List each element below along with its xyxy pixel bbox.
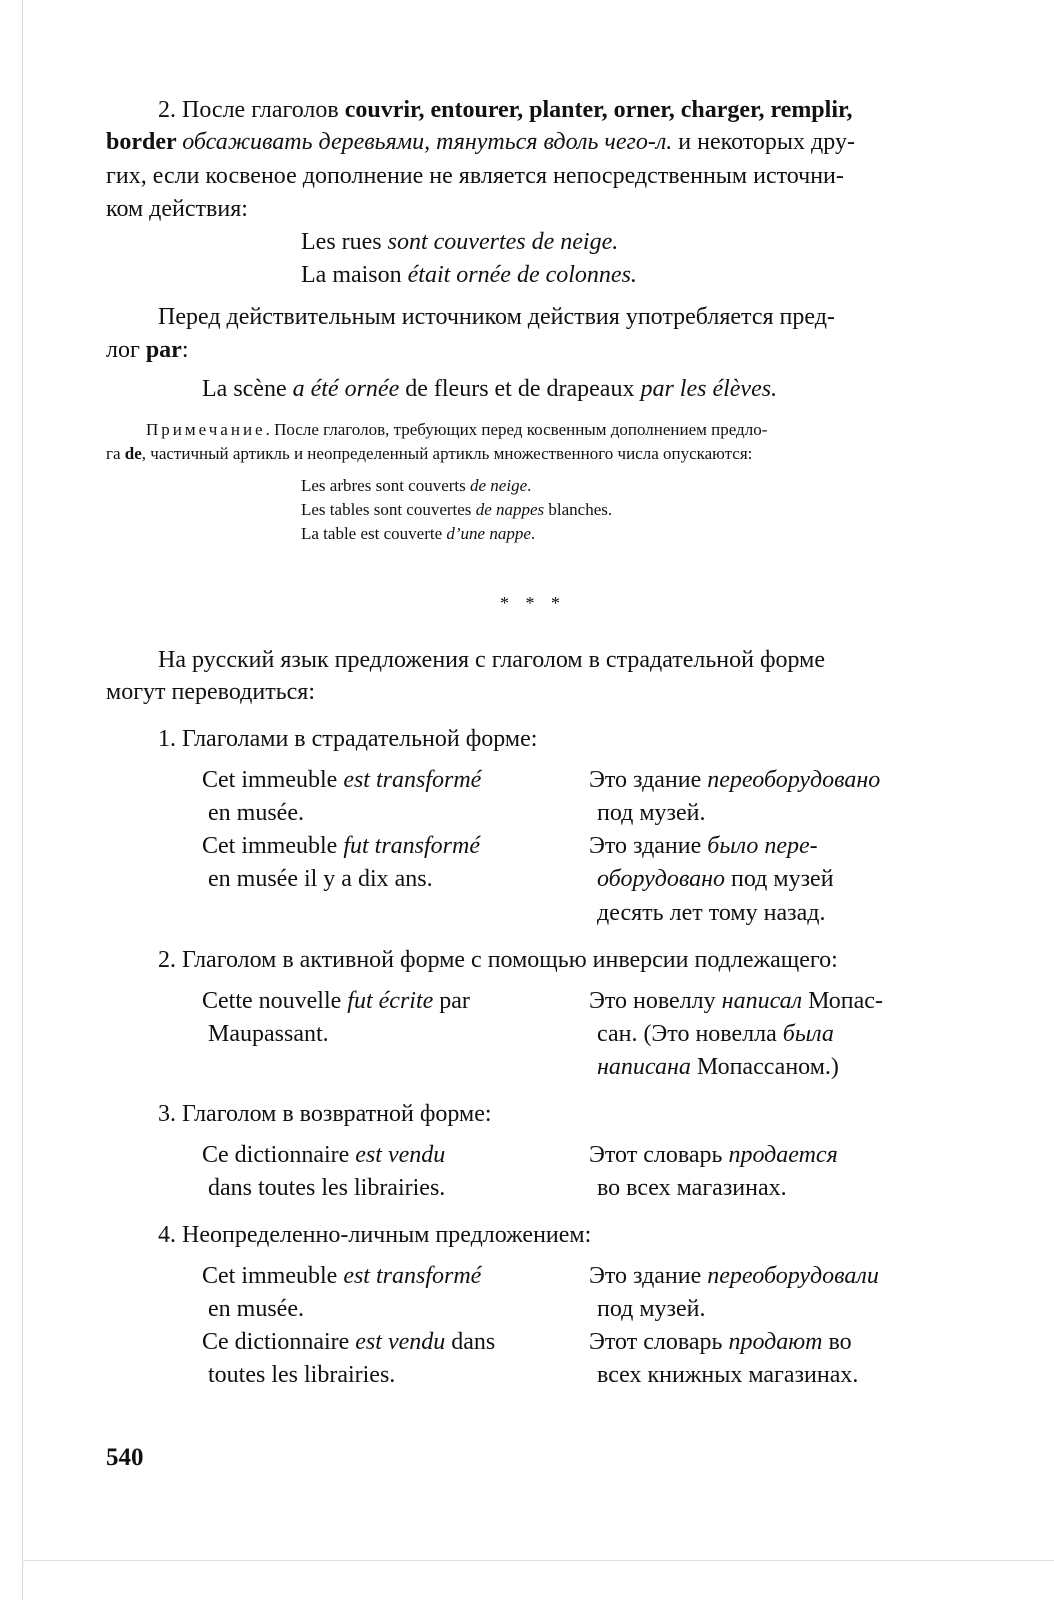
page-number: 540 xyxy=(106,1444,144,1471)
note-example: Les tables sont couvertes de nappes blanches. xyxy=(301,500,613,519)
method-2-heading: 2. Глаголом в активной форме с помощью инверсии подлежащего: xyxy=(158,947,838,973)
ru-translation: Этот словарь продается xyxy=(589,1142,838,1168)
fr-example: en musée. xyxy=(208,800,304,826)
fr-example: Ce dictionnaire est vendu xyxy=(202,1142,446,1168)
example-line: La maison était ornée de colonnes. xyxy=(301,262,637,288)
ru-translation: Это здание было пере- xyxy=(589,833,818,859)
ru-translation: Это новеллу написал Мопас- xyxy=(589,988,883,1014)
fr-example: en musée. xyxy=(208,1296,304,1322)
sec2-line-4: ком действия: xyxy=(106,196,248,222)
sec2-line-2: border обсаживать деревьями, тянуться вдоль чего-л. и некоторых дру- xyxy=(106,129,855,155)
fr-example: Cette nouvelle fut écrite par xyxy=(202,988,470,1014)
ru-translation: Это здание переоборудовано xyxy=(589,767,881,793)
example-line: Les rues sont couvertes de neige. xyxy=(301,229,619,255)
example-line: La scène a été ornée de fleurs et de drapeaux par les élèves. xyxy=(202,376,778,402)
ru-translation: под музей. xyxy=(597,1296,706,1322)
fr-example: en musée il y a dix ans. xyxy=(208,866,433,892)
ru-translation: всех книжных магазинах. xyxy=(597,1362,859,1388)
note-line-2: га de, частичный артикль и неопределенный артикль множественного числа опускаются: xyxy=(106,444,753,463)
ru-translation: Этот словарь продают во xyxy=(589,1329,852,1355)
ru-translation: во всех магазинах. xyxy=(597,1175,787,1201)
ru-translation: сан. (Это новелла была xyxy=(597,1021,834,1047)
fr-example: Ce dictionnaire est vendu dans xyxy=(202,1329,496,1355)
note-line-1: Примечание. После глаголов, требующих перед косвенным дополнением предло- xyxy=(146,420,768,439)
fr-example: Cet immeuble fut transformé xyxy=(202,833,480,859)
ru-translation: Это здание переоборудовали xyxy=(589,1263,879,1289)
note-example: Les arbres sont couverts de neige. xyxy=(301,476,532,495)
ru-translation: оборудовано под музей xyxy=(597,866,834,892)
note-example: La table est couverte d’une nappe. xyxy=(301,524,536,543)
note-label: Примечание xyxy=(146,420,266,439)
ru-translation: написана Мопассаном.) xyxy=(597,1054,839,1080)
fr-example: Cet immeuble est transformé xyxy=(202,1263,482,1289)
scan-edge xyxy=(22,1560,1054,1561)
fr-example: Cet immeuble est transformé xyxy=(202,767,482,793)
section-divider: * * * xyxy=(500,593,566,613)
method-4-heading: 4. Неопределенно-личным предложением: xyxy=(158,1222,592,1248)
agent-line-1: Перед действительным источником действия употребляется пред- xyxy=(158,304,835,330)
method-1-heading: 1. Глаголами в страдательной форме: xyxy=(158,726,538,752)
intro-line-1: На русский язык предложения с глаголом в страдательной форме xyxy=(158,647,826,673)
fr-example: Maupassant. xyxy=(208,1021,329,1047)
agent-line-2: лог par: xyxy=(106,337,189,363)
fr-example: toutes les librairies. xyxy=(208,1362,396,1388)
sec2-line-3: гих, если косвеное дополнение не является непосредственным источни- xyxy=(106,163,844,189)
fr-example: dans toutes les librairies. xyxy=(208,1175,446,1201)
ru-translation: десять лет тому назад. xyxy=(597,900,826,926)
ru-translation: под музей. xyxy=(597,800,706,826)
sec2-line-1: 2. После глаголов couvrir, entourer, planter, orner, charger, remplir, xyxy=(158,97,853,123)
intro-line-2: могут переводиться: xyxy=(106,679,315,705)
method-3-heading: 3. Глаголом в возвратной форме: xyxy=(158,1101,492,1127)
